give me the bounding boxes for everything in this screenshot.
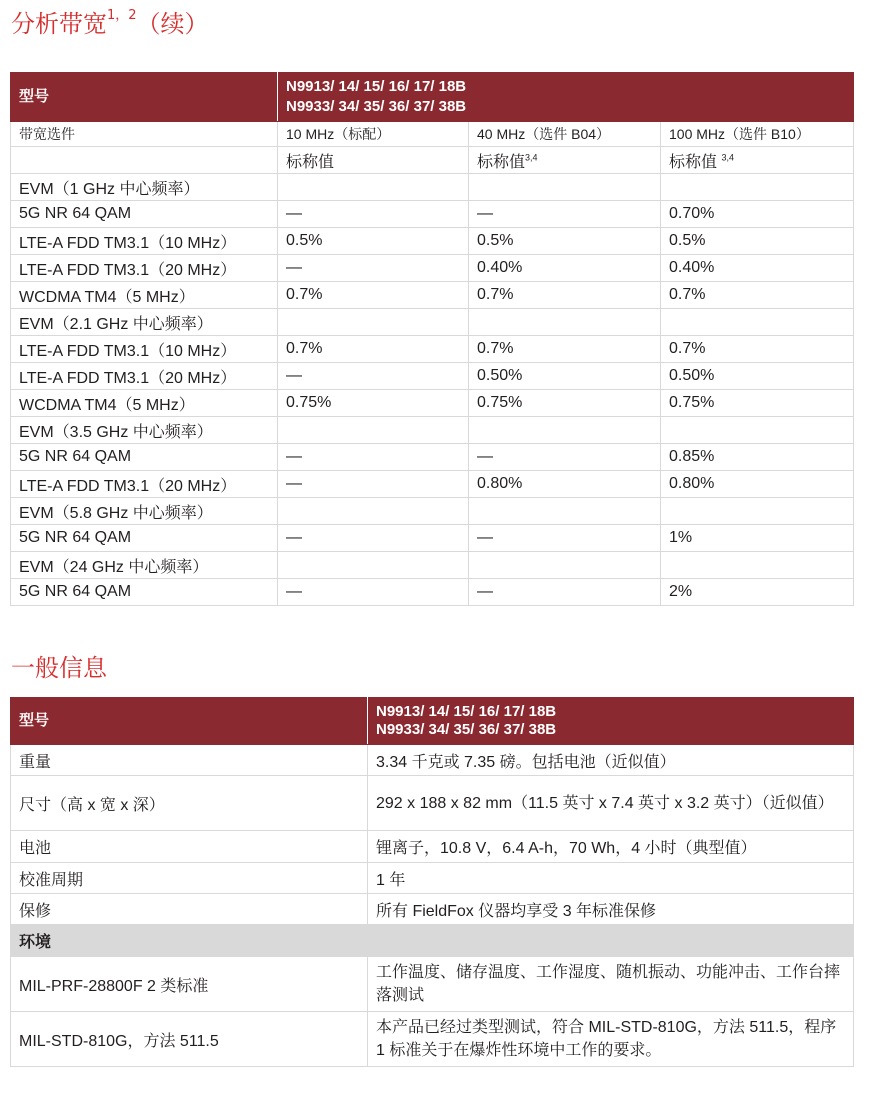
cell-value: 0.5% xyxy=(661,228,854,255)
row-label: 5G NR 64 QAM xyxy=(11,579,278,606)
cell-value: 0.80% xyxy=(469,471,661,498)
cell-value: 0.50% xyxy=(469,363,661,390)
row-label: LTE-A FDD TM3.1（10 MHz） xyxy=(11,336,278,363)
general-info-table xyxy=(10,697,854,1067)
cell-value: 0.75% xyxy=(469,390,661,417)
row-label: EVM（24 GHz 中心频率） xyxy=(11,552,278,579)
model-header-label: 型号 xyxy=(11,73,278,122)
footnote: 3,4 xyxy=(525,152,538,163)
row-label: EVM（3.5 GHz 中心频率） xyxy=(11,417,278,444)
cell-value: — xyxy=(278,201,469,228)
table-row xyxy=(11,336,854,363)
cell-value: 0.7% xyxy=(469,336,661,363)
cell-value: — xyxy=(278,255,469,282)
table-row xyxy=(11,255,854,282)
spec-row: 重量 3.34 千克或 7.35 磅。包括电池（近似值） xyxy=(11,745,854,776)
cell-value: — xyxy=(469,201,661,228)
cell-value: 0.75% xyxy=(661,390,854,417)
table-row xyxy=(11,417,854,444)
environment-subheader: 环境 xyxy=(11,925,854,957)
row-label: EVM（2.1 GHz 中心频率） xyxy=(11,309,278,336)
row-label: EVM（1 GHz 中心频率） xyxy=(11,174,278,201)
cell-value: 0.5% xyxy=(469,228,661,255)
cell-value xyxy=(469,417,661,444)
cell-value: 2% xyxy=(661,579,854,606)
cell-value xyxy=(661,174,854,201)
row-label: 5G NR 64 QAM xyxy=(11,201,278,228)
row-label: LTE-A FDD TM3.1（20 MHz） xyxy=(11,255,278,282)
cell-value: 0.40% xyxy=(661,255,854,282)
cell-value xyxy=(469,498,661,525)
table-row xyxy=(11,363,854,390)
table-row xyxy=(11,444,854,471)
cell-value xyxy=(661,552,854,579)
table-header-row xyxy=(11,698,854,745)
cell-value: — xyxy=(469,444,661,471)
model-header-label: 型号 xyxy=(11,698,368,745)
option-row: 带宽选件 10 MHz（标配） 40 MHz（选件 B04） 100 MHz（选件 B10） xyxy=(11,122,854,147)
title-footnote: 1，2 xyxy=(107,8,137,23)
cell-value: 0.70% xyxy=(661,201,854,228)
spec-row: MIL-PRF-28800F 2 类标准 工作温度、储存温度、工作湿度、随机振动、功能冲击、工作台摔落测试 xyxy=(11,957,854,1012)
model-numbers: N9913/ 14/ 15/ 16/ 17/ 18B N9933/ 34/ 35/ 36/ 37/ 38B xyxy=(278,73,854,122)
spec-row: MIL-STD-810G，方法 511.5 本产品已经过类型测试，符合 MIL-STD-810G，方法 511.5，程序 1 标准关于在爆炸性环境中工作的要求。 xyxy=(11,1012,854,1067)
spec-row: 校准周期 1 年 xyxy=(11,863,854,894)
cell-value: 0.7% xyxy=(661,282,854,309)
table-row xyxy=(11,525,854,552)
cell-value: — xyxy=(278,363,469,390)
spec-row: 电池 锂离子，10.8 V，6.4 A-h，70 Wh，4 小时（典型值） xyxy=(11,831,854,863)
cell-value: — xyxy=(278,525,469,552)
cell-value xyxy=(469,174,661,201)
cell-value: — xyxy=(278,444,469,471)
table-row xyxy=(11,471,854,498)
general-section-title: 一般信息 xyxy=(11,654,107,682)
footnote: 3,4 xyxy=(721,152,734,163)
row-label: LTE-A FDD TM3.1（20 MHz） xyxy=(11,363,278,390)
cell-value: 0.85% xyxy=(661,444,854,471)
cell-value: — xyxy=(469,525,661,552)
row-label: WCDMA TM4（5 MHz） xyxy=(11,282,278,309)
table-row xyxy=(11,579,854,606)
row-label: LTE-A FDD TM3.1（20 MHz） xyxy=(11,471,278,498)
row-label: LTE-A FDD TM3.1（10 MHz） xyxy=(11,228,278,255)
cell-value: 0.50% xyxy=(661,363,854,390)
cell-value xyxy=(661,417,854,444)
cell-value: — xyxy=(278,579,469,606)
cell-value: — xyxy=(278,471,469,498)
cell-value: 0.5% xyxy=(278,228,469,255)
cell-value xyxy=(278,174,469,201)
table-row xyxy=(11,174,854,201)
spec-row: 尺寸（高 x 宽 x 深） 292 x 188 x 82 mm（11.5 英寸 x 7.4 英寸 x 3.2 英寸）（近似值） xyxy=(11,776,854,831)
row-label: 5G NR 64 QAM xyxy=(11,525,278,552)
cell-value xyxy=(469,309,661,336)
cell-value xyxy=(661,498,854,525)
table-row xyxy=(11,390,854,417)
table-row xyxy=(11,282,854,309)
cell-value xyxy=(278,309,469,336)
bandwidth-section-title: 分析带宽$^{1,2}$（续） xyxy=(11,8,209,38)
cell-value: 0.7% xyxy=(469,282,661,309)
cell-value: 0.80% xyxy=(661,471,854,498)
cell-value xyxy=(278,552,469,579)
cell-value: 0.75% xyxy=(278,390,469,417)
row-label: WCDMA TM4（5 MHz） xyxy=(11,390,278,417)
cell-value xyxy=(469,552,661,579)
cell-value xyxy=(278,498,469,525)
cell-value: — xyxy=(469,579,661,606)
cell-value: 1% xyxy=(661,525,854,552)
bandwidth-table xyxy=(10,72,854,606)
row-label: 5G NR 64 QAM xyxy=(11,444,278,471)
cell-value xyxy=(661,309,854,336)
table-header-row xyxy=(11,73,854,122)
row-label: EVM（5.8 GHz 中心频率） xyxy=(11,498,278,525)
table-row xyxy=(11,498,854,525)
table-row xyxy=(11,228,854,255)
nominal-row: 标称值 标称值$^{3,4}$ 标称值 $^{3,4}$ xyxy=(11,147,854,174)
cell-value: 0.7% xyxy=(278,282,469,309)
cell-value: 0.40% xyxy=(469,255,661,282)
cell-value: 0.7% xyxy=(278,336,469,363)
cell-value: 0.7% xyxy=(661,336,854,363)
cell-value xyxy=(278,417,469,444)
spec-row: 保修 所有 FieldFox 仪器均享受 3 年标准保修 xyxy=(11,894,854,925)
table-row xyxy=(11,552,854,579)
table-row xyxy=(11,309,854,336)
table-row xyxy=(11,201,854,228)
model-numbers: N9913/ 14/ 15/ 16/ 17/ 18B N9933/ 34/ 35/ 36/ 37/ 38B xyxy=(368,698,854,745)
